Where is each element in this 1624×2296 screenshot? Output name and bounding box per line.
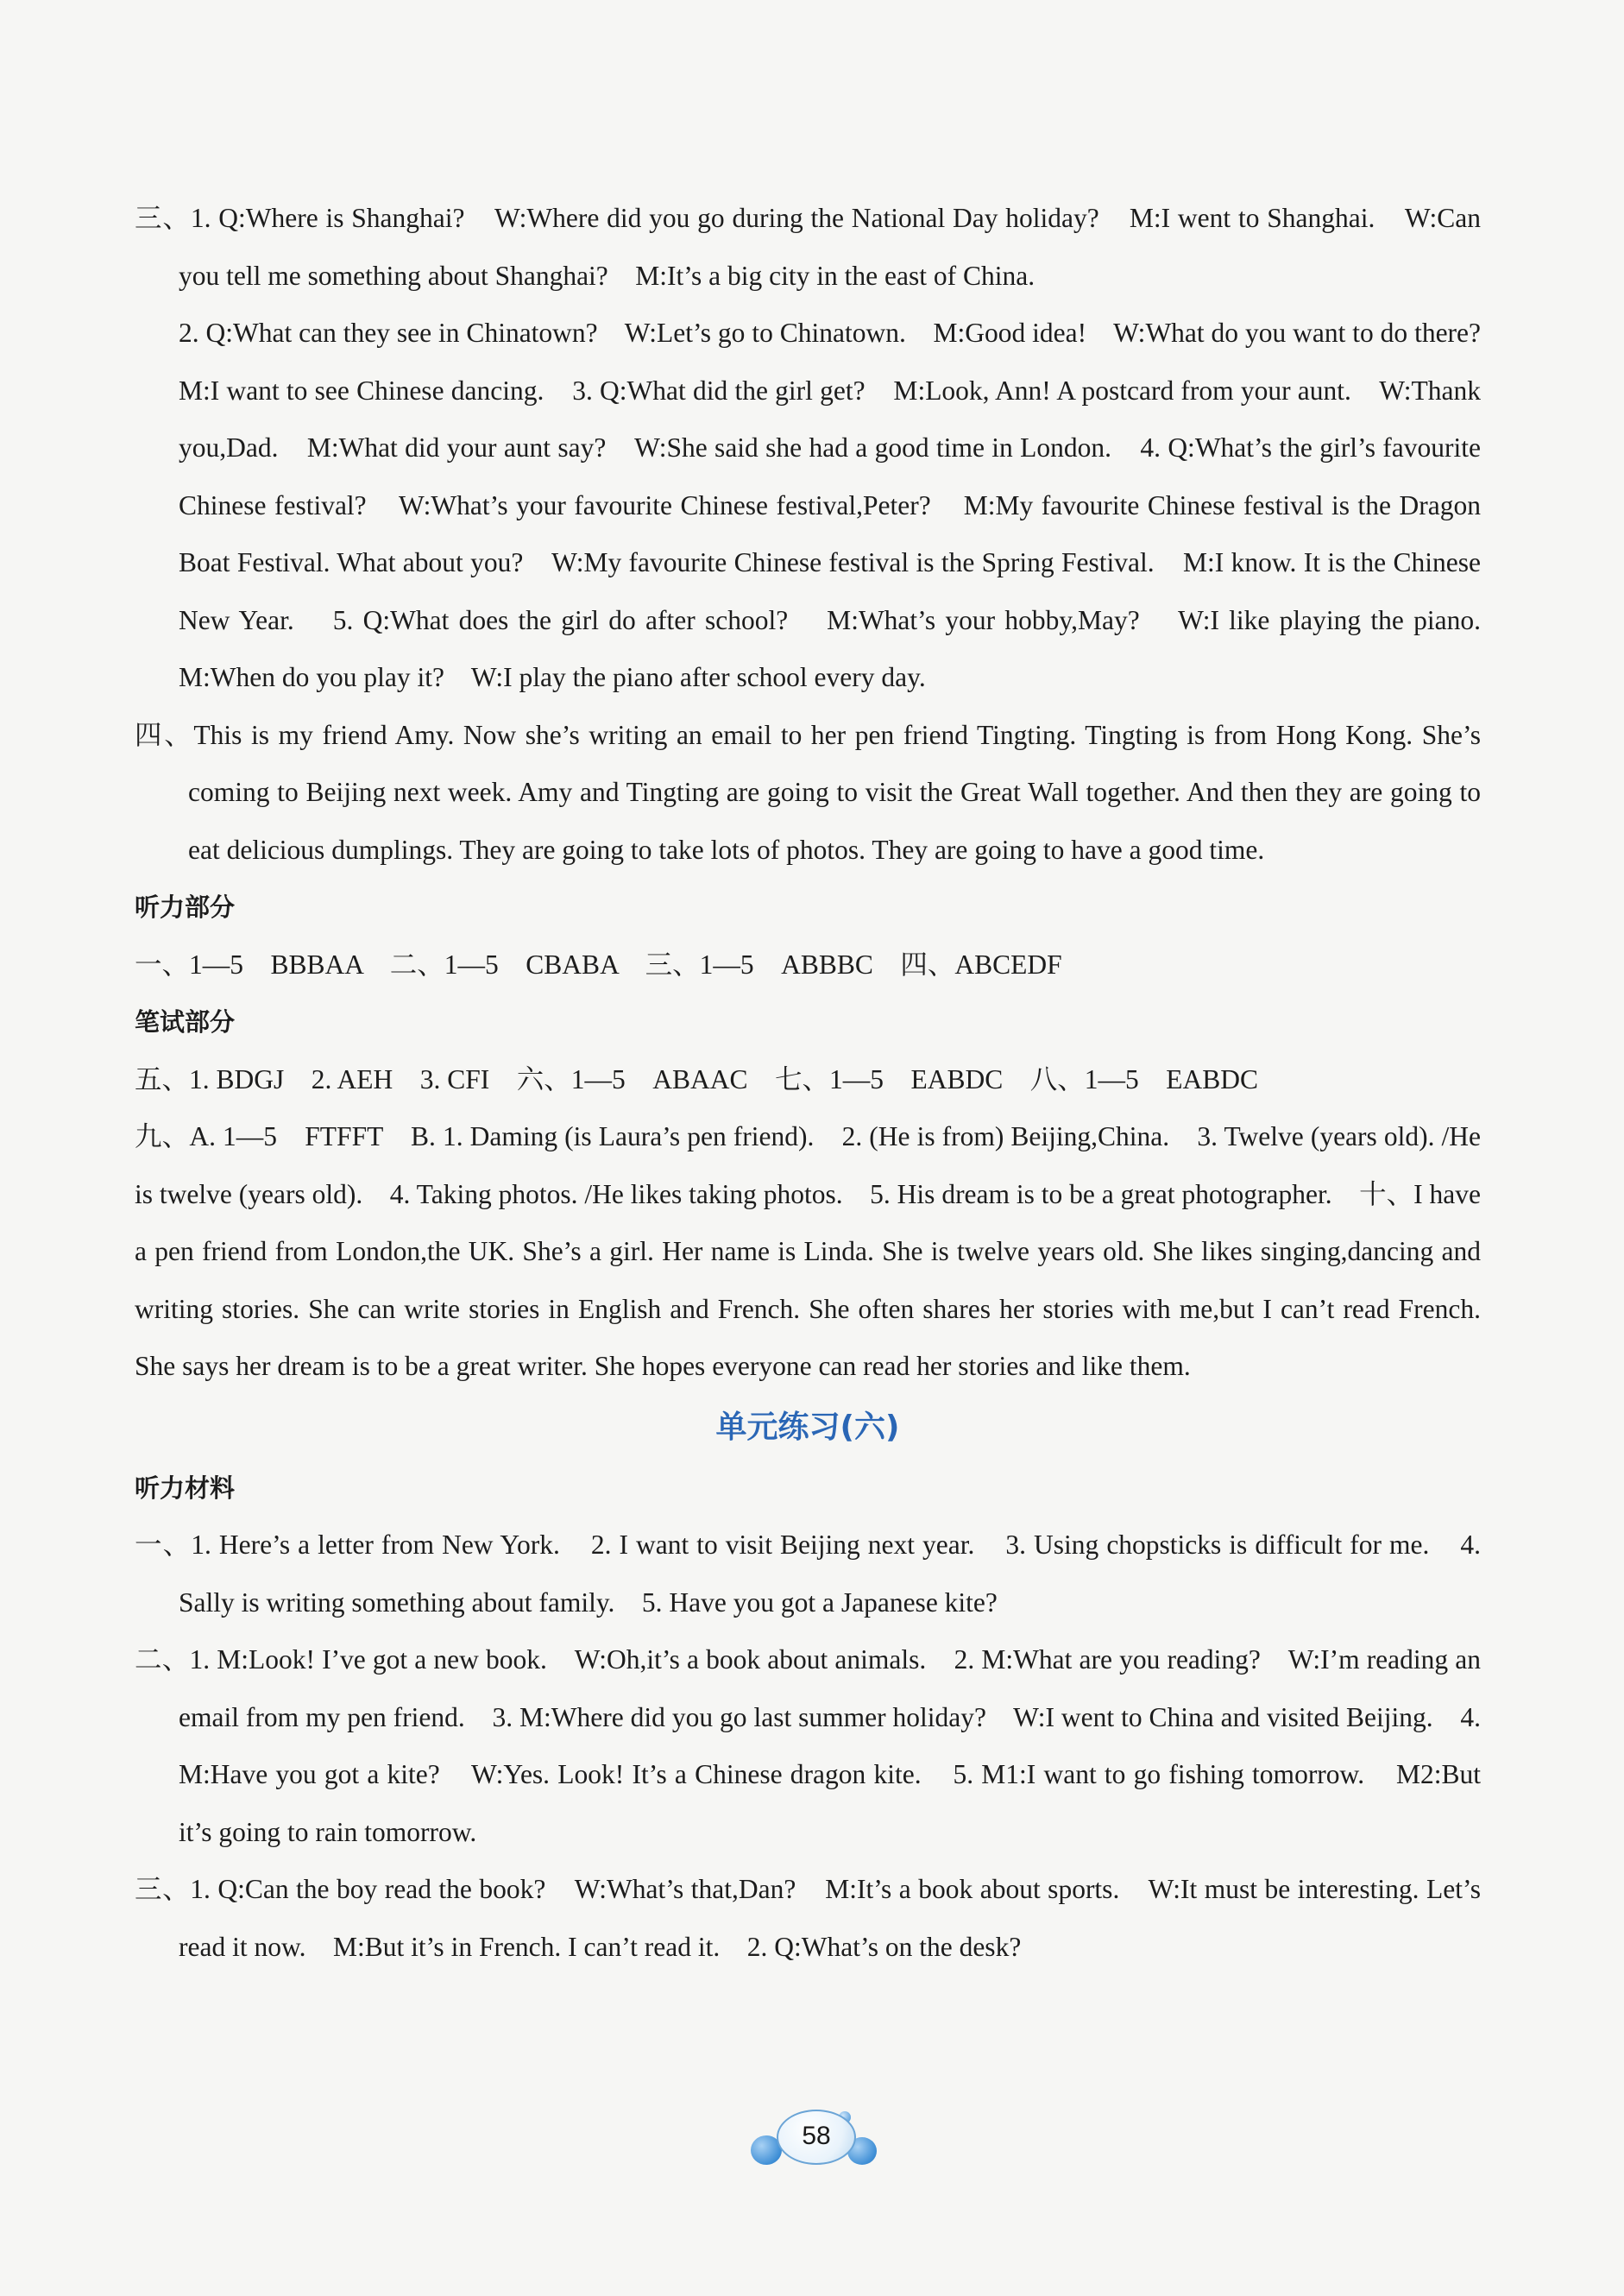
paragraph-part3-q1: 三、1. Q:Where is Shanghai? W:Where did you go during the National Day holiday? M:I went to Shanghai. W:Can you tell me something about Shanghai? M:It’s a big city in the east of China. bbox=[135, 203, 1488, 291]
paragraph-part3-q2-q5: 2. Q:What can they see in Chinatown? W:Let’s go to Chinatown. M:Good idea! W:What do you want to do there? M:I want to see Chinese dancing. 3. Q:What did the girl get? M:Look, Ann! A postcard from your aunt. W:Thank you,Dad. M:What did your aunt say? W:She said she had a good time in London. 4. Q:What’s the girl’s favourite Chinese festival? W:What’s your favourite Chinese festival,Peter? M:My favourite Chinese festival is the Dragon Boat Festival. What about you? W:My favourite Chinese festival is the Spring Festival. M:I know. It is the Chinese New Year. 5. Q:What does the girl do after school? M:What’s your hobby,May? W:I like playing the piano. M:When do you play it? W:I play the piano after school every day. bbox=[179, 318, 1508, 692]
written-section-heading: 笔试部分 bbox=[135, 1007, 236, 1037]
page-number-badge bbox=[742, 2104, 889, 2173]
listening-section-heading: 听力部分 bbox=[135, 893, 236, 922]
listening-answers: 一、1—5 BBBAA 二、1—5 CBABA 三、1—5 ABBBC 四、ABCEDF bbox=[135, 949, 1062, 980]
written-answers-line: 五、1. BDGJ 2. AEH 3. CFI 六、1—5 ABAAC 七、1—5 EABDC 八、1—5 EABDC bbox=[135, 1063, 1259, 1094]
written-answers-paragraph: 九、A. 1—5 FTFFT B. 1. Daming (is Laura’s pen friend). 2. (He is from) Beijing,China. 3. Twelve (years old). /He is twelve (years old). 4. Taking photos. /He likes taking photos. 5. His dream is to be a great photographer. 十、I have a pen friend from London,the UK. She’s a girl. Her name is Linda. She is twelve years old. She likes singing,dancing and writing stories. She can write stories in English and French. She often shares her stories with me,but I can’t read French. She says her dream is to be a great writer. She hopes everyone can read her stories and like them. bbox=[135, 1121, 1488, 1381]
page-content bbox=[135, 190, 1508, 1976]
paragraph-part4-passage: 四、This is my friend Amy. Now she’s writing an email to her pen friend Tingting. Tingting is from Hong Kong. She’s coming to Beijing next week. Amy and Tingting are going to visit the Great Wall together. And then they are going to eat delicious dumplings. They are going to take lots of photos. They are going to have a good time. bbox=[135, 719, 1488, 865]
listening-material-heading: 听力材料 bbox=[135, 1473, 236, 1503]
unit-part1-paragraph: 一、1. Here’s a letter from New York. 2. I want to visit Beijing next year. 3. Using chopsticks is difficult for me. 4. Sally is writing something about family. 5. Have you got a Japanese kite? bbox=[135, 1530, 1488, 1618]
unit-part3-paragraph: 三、1. Q:Can the boy read the book? W:What’s that,Dan? M:It’s a book about sports. W:It must be interesting. Let’s read it now. M:But it’s in French. I can’t read it. 2. Q:What’s on the desk? bbox=[135, 1874, 1488, 1962]
unit-part2-paragraph: 二、1. M:Look! I’ve got a new book. W:Oh,it’s a book about animals. 2. M:What are you reading? W:I’m reading an email from my pen friend. 3. M:Where did you go last summer holiday? W:I went to China and visited Beijing. 4. M:Have you got a kite? W:Yes. Look! It’s a Chinese dragon kite. 5. M1:I want to go fishing tomorrow. M2:But it’s going to rain tomorrow. bbox=[135, 1644, 1488, 1847]
page-number: 58 bbox=[802, 2122, 831, 2150]
unit-title: 单元练习(六) bbox=[715, 1409, 900, 1445]
